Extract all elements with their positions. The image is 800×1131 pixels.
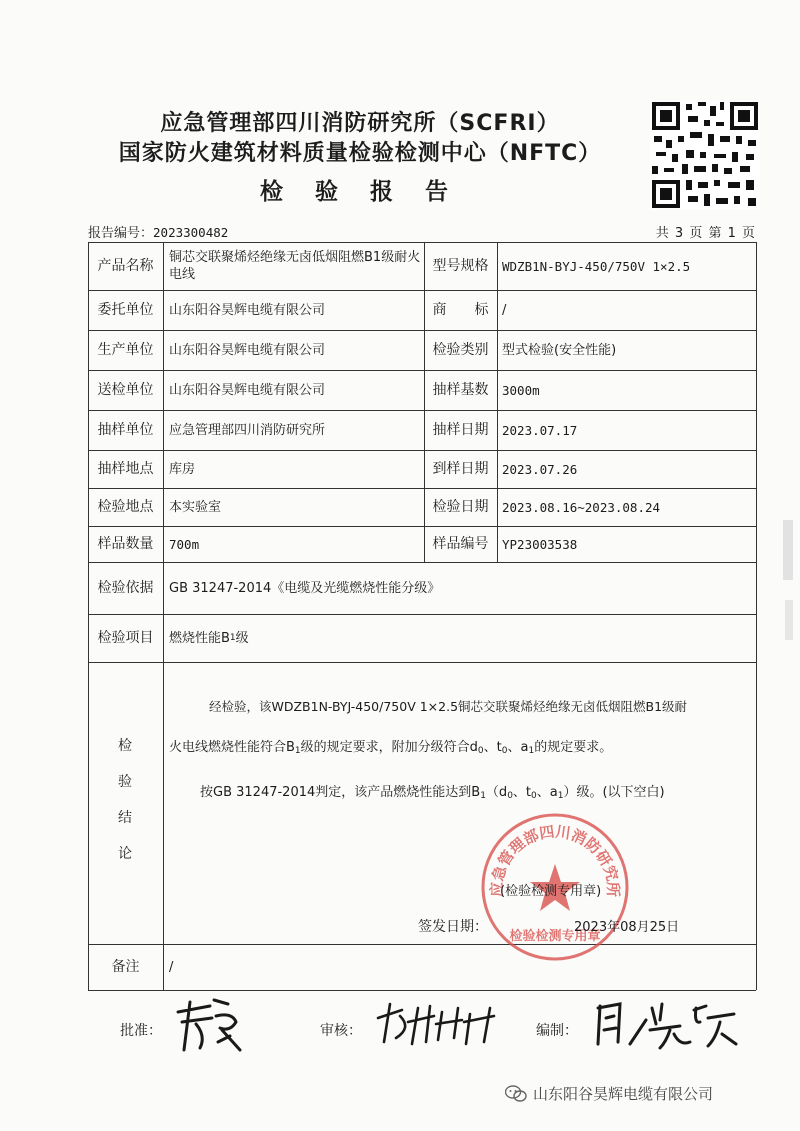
conclusion-label	[88, 728, 162, 872]
conclusion-text: 、t	[483, 740, 502, 755]
model-value: WDZB1N-BYJ-450/750V 1×2.5	[502, 258, 691, 274]
conclusion-line-1: 经检验，该WDZB1N-BYJ-450/750V 1×2.5铜芯交联聚烯烃绝缘无卤低烟阻燃B1级耐	[209, 699, 688, 714]
report-number-label: 报告编号：	[88, 226, 154, 241]
arrival-date-value: 2023.07.26	[502, 461, 578, 477]
wechat-icon	[505, 1085, 527, 1103]
compile-label: 编制：	[536, 1023, 578, 1039]
page-info: 共 3 页 第 1 页	[655, 226, 756, 241]
model-label: 型号规格	[432, 257, 489, 274]
test-date-value: 2023.08.16~2023.08.24	[502, 499, 661, 515]
item-value	[169, 614, 749, 662]
header-title-report: 检 验 报 告	[259, 179, 461, 205]
report-number-value: 2023300482	[153, 225, 229, 240]
header-title-center: 国家防火建筑材料质量检验检测中心（NFTC）	[118, 141, 602, 166]
test-date-label: 检验日期	[432, 498, 489, 515]
sign-date-value: 2023年08月25日	[574, 920, 680, 935]
conclusion-text: （d	[485, 785, 508, 800]
producer-label: 生产单位	[97, 341, 154, 358]
item-suffix: 级	[235, 630, 249, 646]
basis-label: 检验依据	[97, 579, 154, 596]
conclusion-text: ）级。(以下空白)	[563, 785, 665, 800]
sample-date-label: 抽样日期	[432, 421, 489, 438]
sample-place-value: 库房	[169, 461, 196, 477]
sender-label: 送检单位	[97, 381, 154, 398]
qr-code-icon	[650, 100, 760, 210]
client-value: 山东阳谷昊辉电缆有限公司	[169, 302, 326, 318]
sample-place-label: 抽样地点	[97, 460, 154, 477]
test-place-label: 检验地点	[97, 498, 154, 515]
conclusion-text: 、t	[512, 785, 532, 800]
conclusion-char: 验	[118, 774, 132, 790]
review-signature-icon	[372, 998, 502, 1048]
conclusion-char: 检	[118, 738, 132, 754]
test-place-value: 本实验室	[169, 499, 222, 515]
seal-text-top: 应急管理部四川消防研究所	[487, 822, 623, 898]
remarks-label: 备注	[111, 958, 140, 975]
review-label: 审核：	[320, 1023, 362, 1039]
conclusion-text: 级的规定要求，附加分级符合d	[300, 740, 478, 755]
sample-base-value: 3000m	[502, 382, 540, 398]
conclusion-text: 火电线燃烧性能符合B	[169, 740, 295, 755]
header-title-institute: 应急管理部四川消防研究所（SCFRI）	[160, 111, 560, 136]
sample-no-label: 样品编号	[432, 535, 489, 552]
conclusion-text: 按GB 31247-2014判定，该产品燃烧性能达到B	[200, 785, 481, 800]
quantity-label: 样品数量	[97, 535, 154, 552]
sign-date-label: 签发日期：	[418, 919, 488, 935]
client-label: 委托单位	[97, 301, 154, 318]
approve-signature-icon	[170, 992, 250, 1056]
quantity-value: 700m	[169, 536, 200, 552]
product-name-value: 铜芯交联聚烯烃绝缘无卤低烟阻燃B1级耐火电线	[169, 250, 421, 282]
basis-value: GB 31247-2014《电缆及光缆燃烧性能分级》	[169, 580, 441, 596]
producer-value: 山东阳谷昊辉电缆有限公司	[169, 342, 326, 358]
report-number	[88, 222, 228, 241]
sample-date-value: 2023.07.17	[502, 422, 578, 438]
scan-artifact	[785, 600, 793, 640]
item-sub: 1	[229, 632, 236, 643]
conclusion-sub: 0	[531, 791, 537, 801]
seal-text-bottom: 检验检测专用章	[509, 929, 601, 944]
footer-text: 山东阳谷昊辉电缆有限公司	[533, 1085, 714, 1103]
sampler-value: 应急管理部四川消防研究所	[169, 422, 326, 438]
conclusion-text: 、a	[507, 740, 529, 755]
arrival-date-label: 到样日期	[432, 460, 489, 477]
conclusion-char: 论	[118, 846, 132, 862]
trademark-value: /	[502, 302, 507, 318]
remarks-value: /	[169, 959, 174, 975]
conclusion-line-2	[169, 738, 749, 761]
conclusion-sub: 1	[528, 746, 535, 756]
item-label: 检验项目	[97, 629, 154, 646]
conclusion-sub: 1	[480, 791, 486, 801]
approve-label: 批准：	[120, 1023, 162, 1039]
sample-no-value: YP23003538	[502, 536, 578, 552]
item-main: 燃烧性能B	[169, 630, 230, 646]
product-name-label: 产品名称	[97, 257, 154, 274]
stamp-note: (检验检测专用章)	[500, 884, 602, 899]
footer-watermark	[505, 1083, 713, 1104]
sender-value: 山东阳谷昊辉电缆有限公司	[169, 382, 326, 398]
conclusion-text: 、a	[536, 785, 558, 800]
conclusion-sub: 1	[294, 746, 301, 756]
conclusion-sub: 0	[501, 746, 508, 756]
test-type-value: 型式检验(安全性能)	[502, 342, 617, 358]
conclusion-line-3	[200, 783, 750, 806]
conclusion-text: 的规定要求。	[534, 740, 613, 755]
conclusion-sub: 1	[557, 791, 564, 801]
trademark-label: 商 标	[432, 301, 489, 318]
conclusion-char: 结	[118, 810, 132, 826]
conclusion-sub: 0	[507, 791, 513, 801]
compile-signature-icon	[590, 994, 740, 1054]
test-type-label: 检验类别	[432, 341, 489, 358]
sampler-label: 抽样单位	[97, 421, 154, 438]
scan-artifact	[783, 520, 793, 580]
conclusion-sub: 0	[477, 746, 484, 756]
sample-base-label: 抽样基数	[432, 381, 489, 398]
